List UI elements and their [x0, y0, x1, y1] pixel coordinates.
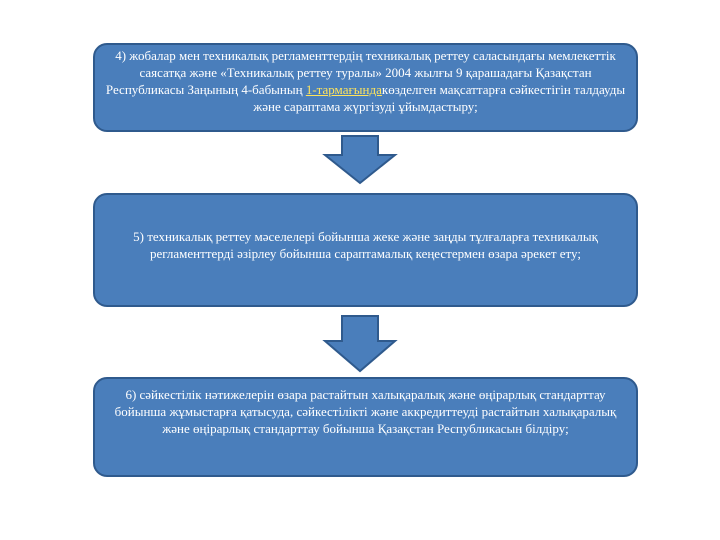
step-6-text: 6) сәйкестілік нәтижелерін өзара растайтын халықаралық және өңірарлық стандарттау бойынша жұмыстарға қатысуда, сәйкестілікті және аккредиттеуді растайтын халықаралық және өңірарлық стандарттау бойынша Қазақстан Республикасын білдіру; — [114, 387, 617, 436]
down-arrow-icon — [320, 135, 400, 185]
step-5-text: 5) техникалық реттеу мәселелері бойынша жеке және заңды тұлғаларға техникалық регламенттерді әзірлеу бойынша сараптамалық кеңестермен өзара әрекет ету; — [133, 229, 598, 261]
step-4-text-after: көзделген мақсаттарға сәйкестігін талдауды және сараптама жүргізуді ұйымдастыру; — [253, 82, 626, 114]
law-article-link[interactable]: 1-тармағында — [305, 82, 382, 97]
step-5-box — [93, 193, 638, 307]
step-6-box — [93, 377, 638, 477]
step-4-text — [105, 47, 626, 115]
step-4-text-before: 4) жобалар мен техникалық регламенттердің техникалық реттеу саласындағы мемлекеттік саясатқа және «Техникалық реттеу туралы» 2004 жылғы 9 қарашадағы Қазақстан Республикасы Заңының 4-бабының — [105, 48, 616, 97]
down-arrow-icon — [320, 315, 400, 373]
step-4-box — [93, 43, 638, 132]
